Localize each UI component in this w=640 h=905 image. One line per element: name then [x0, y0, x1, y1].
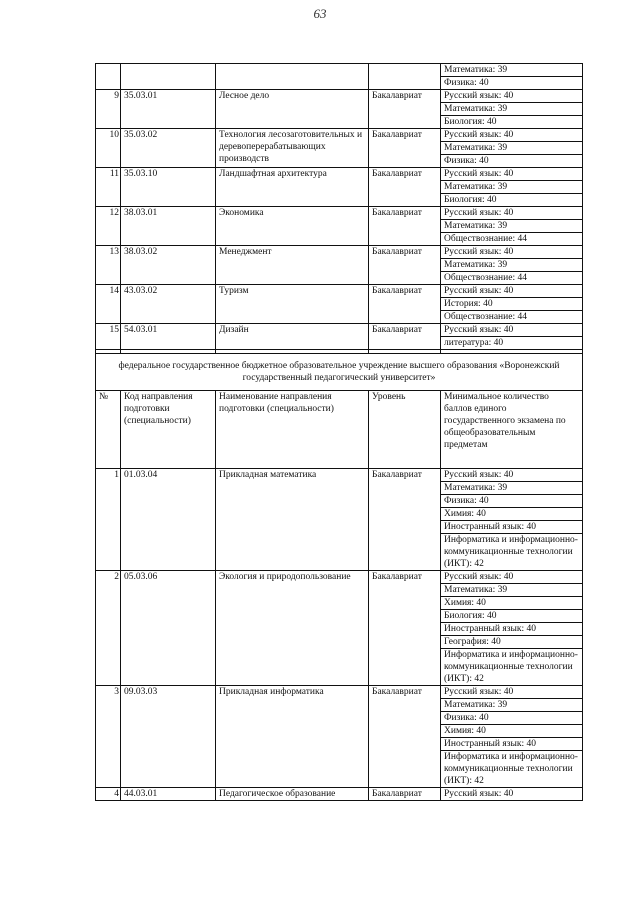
subject-score: Математика: 39: [441, 259, 583, 272]
subject-score: Физика: 40: [441, 155, 583, 168]
row-name: Прикладная математика: [216, 469, 369, 571]
org-section: [96, 354, 583, 391]
header-num: №: [96, 391, 121, 469]
table-row: [96, 285, 583, 298]
row-num: [96, 64, 121, 90]
subject-score: Математика: 39: [441, 482, 583, 495]
table-row: [96, 246, 583, 259]
row-name: Лесное дело: [216, 90, 369, 129]
subject-score: литература: 40: [441, 337, 583, 350]
subject-score: Математика: 39: [441, 220, 583, 233]
subject-score: Обществознание: 44: [441, 233, 583, 246]
table-row: [96, 207, 583, 220]
table-row: [96, 64, 583, 77]
row-level: Бакалавриат: [369, 571, 441, 686]
subject-score: Физика: 40: [441, 77, 583, 90]
header-code: Код направления подготовки (специальности): [121, 391, 216, 469]
table-header: [96, 391, 583, 469]
subject-score: История: 40: [441, 298, 583, 311]
subject-score: Обществознание: 44: [441, 272, 583, 285]
row-code: [121, 64, 216, 90]
row-num: 15: [96, 324, 121, 350]
row-num: 3: [96, 686, 121, 788]
header-min-score: Минимальное количество баллов единого государственного экзамена по общеобразовательным предметам: [441, 391, 583, 469]
table-body-top: [96, 64, 583, 350]
subject-score: Русский язык: 40: [441, 571, 583, 584]
row-level: Бакалавриат: [369, 788, 441, 801]
row-name: Экология и природопользование: [216, 571, 369, 686]
row-name: Педагогическое образование: [216, 788, 369, 801]
subject-score: Русский язык: 40: [441, 285, 583, 298]
row-name: Дизайн: [216, 324, 369, 350]
subject-score: Математика: 39: [441, 181, 583, 194]
header-name: Наименование направления подготовки (специальности): [216, 391, 369, 469]
row-code: 05.03.06: [121, 571, 216, 686]
row-level: Бакалавриат: [369, 168, 441, 207]
subject-score: Русский язык: 40: [441, 686, 583, 699]
org-title: федеральное государственное бюджетное образовательное учреждение высшего образования «Воронежский государственный педагогический университет»: [96, 354, 583, 391]
row-level: Бакалавриат: [369, 90, 441, 129]
subject-score: Иностранный язык: 40: [441, 521, 583, 534]
subject-score: Биология: 40: [441, 116, 583, 129]
subject-score: Физика: 40: [441, 495, 583, 508]
header-level: Уровень: [369, 391, 441, 469]
row-num: 14: [96, 285, 121, 324]
row-name: Экономика: [216, 207, 369, 246]
subject-score: Русский язык: 40: [441, 788, 583, 801]
subject-score: Русский язык: 40: [441, 129, 583, 142]
subject-score: Математика: 39: [441, 584, 583, 597]
row-name: Технология лесозаготовительных и деревоперерабатывающих производств: [216, 129, 369, 168]
row-level: Бакалавриат: [369, 324, 441, 350]
row-num: 10: [96, 129, 121, 168]
subject-score: Русский язык: 40: [441, 469, 583, 482]
subject-score: Обществознание: 44: [441, 311, 583, 324]
row-num: 4: [96, 788, 121, 801]
row-level: [369, 64, 441, 90]
row-level: Бакалавриат: [369, 469, 441, 571]
row-code: 09.03.03: [121, 686, 216, 788]
subject-score: Математика: 39: [441, 699, 583, 712]
admission-table: [95, 63, 583, 801]
table-row: [96, 129, 583, 142]
row-name: Прикладная информатика: [216, 686, 369, 788]
table-body-bottom: [96, 469, 583, 801]
page-number: 63: [313, 6, 327, 21]
subject-score: Русский язык: 40: [441, 90, 583, 103]
subject-score: Русский язык: 40: [441, 246, 583, 259]
subject-score: Химия: 40: [441, 597, 583, 610]
row-name: [216, 64, 369, 90]
row-code: 38.03.02: [121, 246, 216, 285]
subject-score: Биология: 40: [441, 194, 583, 207]
row-num: 12: [96, 207, 121, 246]
row-code: 38.03.01: [121, 207, 216, 246]
row-code: 01.03.04: [121, 469, 216, 571]
table-row: [96, 571, 583, 584]
row-level: Бакалавриат: [369, 246, 441, 285]
row-name: Менеджмент: [216, 246, 369, 285]
subject-score: Химия: 40: [441, 508, 583, 521]
row-level: Бакалавриат: [369, 285, 441, 324]
subject-score: Химия: 40: [441, 725, 583, 738]
subject-score: Математика: 39: [441, 142, 583, 155]
subject-score: Иностранный язык: 40: [441, 623, 583, 636]
table-row: [96, 168, 583, 181]
subject-score: Русский язык: 40: [441, 168, 583, 181]
row-level: Бакалавриат: [369, 207, 441, 246]
subject-score: Физика: 40: [441, 712, 583, 725]
row-name: Ландшафтная архитектура: [216, 168, 369, 207]
subject-score: Иностранный язык: 40: [441, 738, 583, 751]
row-code: 35.03.01: [121, 90, 216, 129]
row-num: 11: [96, 168, 121, 207]
row-code: 35.03.10: [121, 168, 216, 207]
subject-score: География: 40: [441, 636, 583, 649]
subject-score: Информатика и информационно-коммуникационные технологии (ИКТ): 42: [441, 649, 583, 686]
row-code: 35.03.02: [121, 129, 216, 168]
table-row: [96, 788, 583, 801]
row-num: 1: [96, 469, 121, 571]
row-name: Туризм: [216, 285, 369, 324]
row-level: Бакалавриат: [369, 686, 441, 788]
row-code: 43.03.02: [121, 285, 216, 324]
subject-score: Русский язык: 40: [441, 324, 583, 337]
table-row: [96, 324, 583, 337]
table-row: [96, 90, 583, 103]
subject-score: Информатика и информационно-коммуникационные технологии (ИКТ): 42: [441, 751, 583, 788]
row-code: 44.03.01: [121, 788, 216, 801]
row-code: 54.03.01: [121, 324, 216, 350]
table-row: [96, 469, 583, 482]
subject-score: Математика: 39: [441, 103, 583, 116]
row-num: 13: [96, 246, 121, 285]
table-row: [96, 686, 583, 699]
subject-score: Математика: 39: [441, 64, 583, 77]
subject-score: Информатика и информационно-коммуникационные технологии (ИКТ): 42: [441, 534, 583, 571]
subject-score: Русский язык: 40: [441, 207, 583, 220]
row-num: 2: [96, 571, 121, 686]
row-level: Бакалавриат: [369, 129, 441, 168]
subject-score: Биология: 40: [441, 610, 583, 623]
row-num: 9: [96, 90, 121, 129]
